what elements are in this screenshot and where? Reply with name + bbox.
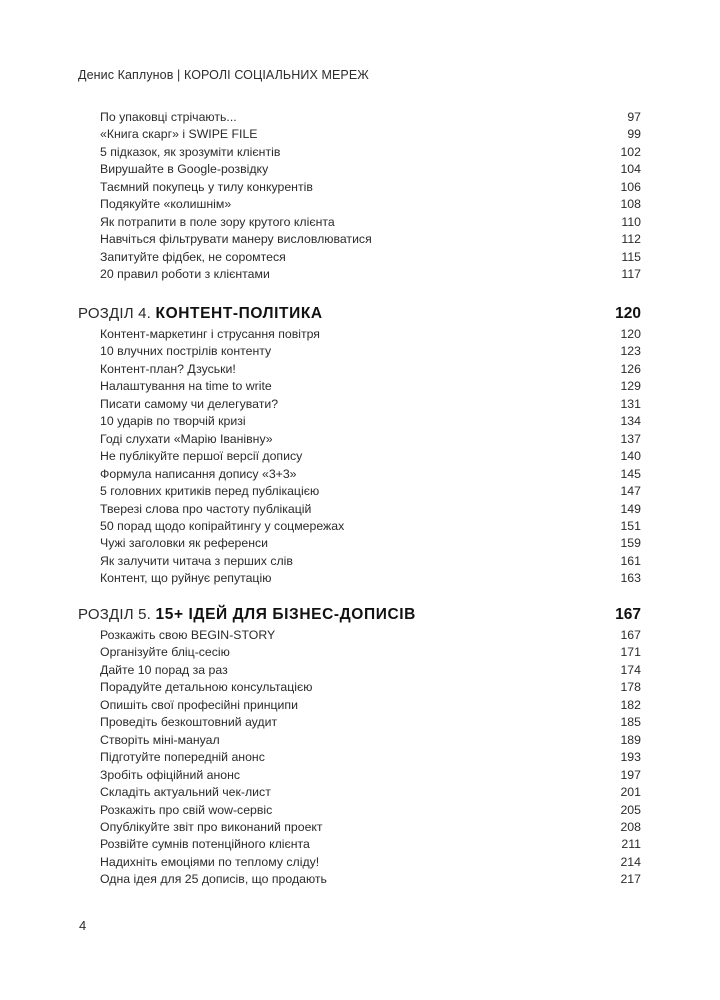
toc-entry-title: Запитуйте фідбек, не соромтеся: [100, 249, 286, 264]
toc-entry: [100, 448, 641, 465]
toc-entry: [100, 196, 641, 213]
toc-entry: [100, 231, 641, 248]
toc-entry-page: 163: [620, 571, 641, 586]
section-page: 120: [615, 305, 641, 322]
toc-entry-title: Налаштування на time to write: [100, 379, 272, 394]
toc-entry: [100, 144, 641, 161]
toc-entry-title: Розкажіть про свій wow-сервіс: [100, 802, 273, 817]
toc-entry: [100, 662, 641, 679]
toc-entry-page: 197: [620, 767, 641, 782]
toc-entry-title: Чужі заголовки як референси: [100, 536, 269, 551]
toc-entry-page: 147: [620, 484, 641, 499]
toc-entry-title: Проведіть безкоштовний аудит: [100, 715, 278, 730]
toc-entry: [100, 553, 641, 570]
toc-entry: [100, 802, 641, 819]
toc-entry: [100, 767, 641, 784]
toc-entry-page: 211: [621, 837, 641, 852]
toc-entry-page: 134: [620, 414, 641, 429]
toc-entry-page: 178: [620, 680, 641, 695]
toc-entry: [100, 249, 641, 266]
toc-entry-title: Тверезі слова про частоту публікацій: [100, 501, 312, 516]
toc-entry-title: Годі слухати «Марію Іванівну»: [100, 431, 273, 446]
toc-entry-page: 208: [620, 819, 641, 834]
toc-entry-title: Розкажіть свою BEGIN-STORY: [100, 628, 276, 642]
toc-entry-title: 5 підказок, як зрозуміти клієнтів: [100, 144, 281, 159]
toc-entry-page: 201: [620, 785, 641, 800]
toc-entry: [100, 518, 641, 535]
toc-entry-title: Створіть міні-мануал: [100, 732, 220, 747]
toc-entry-page: 131: [620, 396, 641, 411]
toc-entry-title: Дайте 10 порад за раз: [100, 662, 228, 677]
toc-entry-page: 117: [621, 267, 641, 282]
toc-entry: [100, 644, 641, 661]
toc-entry: [100, 413, 641, 430]
toc-entry-title: Порадуйте детальною консультацією: [100, 680, 313, 695]
toc-entry-page: 159: [620, 536, 641, 551]
toc-entry: [100, 714, 641, 731]
toc-entry-page: 149: [620, 501, 641, 516]
section-page: 167: [615, 606, 641, 623]
toc-entry-page: 167: [620, 628, 641, 642]
section-heading: [78, 303, 641, 325]
toc-entry-page: 110: [621, 214, 641, 229]
toc-entry: [100, 836, 641, 853]
toc-entry-page: 217: [620, 872, 641, 887]
toc-entry-page: 99: [627, 127, 641, 142]
toc-entry: [100, 854, 641, 871]
toc-entry-title: Як потрапити в поле зору крутого клієнта: [100, 214, 335, 229]
toc-entry: [100, 214, 641, 231]
section-label: РОЗДІЛ 4.: [78, 305, 152, 322]
toc-entry-page: 104: [620, 162, 641, 177]
toc-entry-title: Контент-маркетинг і струсання повітря: [100, 327, 320, 341]
toc-entry-title: 10 влучних пострілів контенту: [100, 344, 272, 359]
toc-entry-title: Контент, що руйнує репутацію: [100, 571, 272, 586]
toc-entry-page: 137: [620, 431, 641, 446]
toc-entry: [100, 126, 641, 143]
toc-entry-title: Вирушайте в Google-розвідку: [100, 162, 269, 177]
toc-entry: [100, 627, 641, 644]
section-title: 15+ ІДЕЙ ДЛЯ БІЗНЕС-ДОПИСІВ: [155, 606, 416, 623]
toc-entry: [100, 343, 641, 360]
toc-entry: [100, 483, 641, 500]
toc-entry-page: 108: [620, 197, 641, 212]
toc-entry-page: 189: [620, 732, 641, 747]
toc-entry-title: Організуйте бліц-сесію: [100, 645, 230, 660]
toc-entry: [100, 396, 641, 413]
toc-entry-page: 106: [620, 179, 641, 194]
page-number: 4: [79, 918, 87, 933]
toc-entry: [100, 161, 641, 178]
toc-entry-page: 112: [621, 232, 641, 247]
toc-entry-page: 171: [620, 645, 641, 660]
toc-entry: [100, 431, 641, 448]
toc-entry-page: 161: [620, 553, 641, 568]
toc-entry: [100, 326, 641, 343]
section-title: КОНТЕНТ-ПОЛІТИКА: [155, 305, 323, 322]
toc-entry: [100, 570, 641, 587]
toc-entry-page: 126: [620, 361, 641, 376]
toc-entry-title: «Книга скарг» і SWIPE FILE: [100, 127, 258, 142]
toc-entry-title: Надихніть емоціями по теплому сліду!: [100, 854, 320, 869]
toc-entry-page: 129: [620, 379, 641, 394]
toc-entry-title: Зробіть офіційний анонс: [100, 767, 241, 782]
toc-entry-page: 123: [620, 344, 641, 359]
toc-entry-page: 102: [620, 144, 641, 159]
toc-entry: [100, 871, 641, 888]
toc-entry-title: 5 головних критиків перед публікацією: [100, 484, 320, 499]
toc-entry: [100, 501, 641, 518]
toc-entry-title: Одна ідея для 25 дописів, що продають: [100, 872, 327, 887]
toc-entry-title: Підготуйте попередній анонс: [100, 750, 265, 765]
toc-entry-title: По упаковці стрічають...: [100, 110, 237, 124]
toc-entry: [100, 697, 641, 714]
toc-entry-title: 10 ударів по творчій кризі: [100, 414, 246, 429]
toc-entry-page: 205: [620, 802, 641, 817]
toc-entry-title: Опишіть свої професійні принципи: [100, 697, 298, 712]
toc-entry-page: 182: [620, 697, 641, 712]
toc-entry: [100, 819, 641, 836]
toc-entry-title: 20 правил роботи з клієнтами: [100, 267, 270, 282]
toc-entry-title: Формула написання допису «3+3»: [100, 466, 297, 481]
toc-entry-title: Як залучити читача з перших слів: [100, 553, 293, 568]
toc-entry-page: 140: [620, 449, 641, 464]
toc-entry: [100, 749, 641, 766]
toc-entry-title: Не публікуйте першої версії допису: [100, 449, 303, 464]
toc-entry: [100, 535, 641, 552]
running-head: Денис Каплунов | КОРОЛІ СОЦІАЛЬНИХ МЕРЕЖ: [78, 68, 369, 82]
toc-entry-page: 214: [620, 854, 641, 869]
toc-entry: [100, 109, 641, 126]
toc-entry-page: 120: [620, 327, 641, 341]
toc-entry: [100, 679, 641, 696]
toc-entry-page: 193: [620, 750, 641, 765]
toc-entry: [100, 466, 641, 483]
toc-entry-title: Контент-план? Дзуськи!: [100, 361, 236, 376]
toc-entry-title: 50 порад щодо копірайтингу у соцмережах: [100, 518, 345, 533]
toc-entry-title: Розвійте сумнів потенційного клієнта: [100, 837, 310, 852]
toc-entry: [100, 784, 641, 801]
section-label: РОЗДІЛ 5.: [78, 606, 152, 623]
toc-entry: [100, 732, 641, 749]
toc-entry-title: Писати самому чи делегувати?: [100, 396, 279, 411]
toc-entry-title: Складіть актуальний чек-лист: [100, 785, 271, 800]
toc-entry-page: 151: [620, 518, 641, 533]
toc-entry-page: 145: [620, 466, 641, 481]
toc-entry-page: 185: [620, 715, 641, 730]
toc-entry-title: Навчіться фільтрувати манеру висловлюватися: [100, 232, 372, 247]
toc-entry-title: Опублікуйте звіт про виконаний проект: [100, 819, 323, 834]
toc-entry: [100, 266, 641, 283]
toc-entry-page: 115: [621, 249, 641, 264]
toc-entry-page: 97: [627, 110, 641, 124]
toc-entry-title: Подякуйте «колишнім»: [100, 197, 232, 212]
toc-entry: [100, 361, 641, 378]
toc-entry: [100, 378, 641, 395]
toc-entry-title: Таємний покупець у тилу конкурентів: [100, 179, 313, 194]
toc-entry: [100, 179, 641, 196]
section-heading: [78, 604, 641, 626]
toc-entry-page: 174: [620, 662, 641, 677]
